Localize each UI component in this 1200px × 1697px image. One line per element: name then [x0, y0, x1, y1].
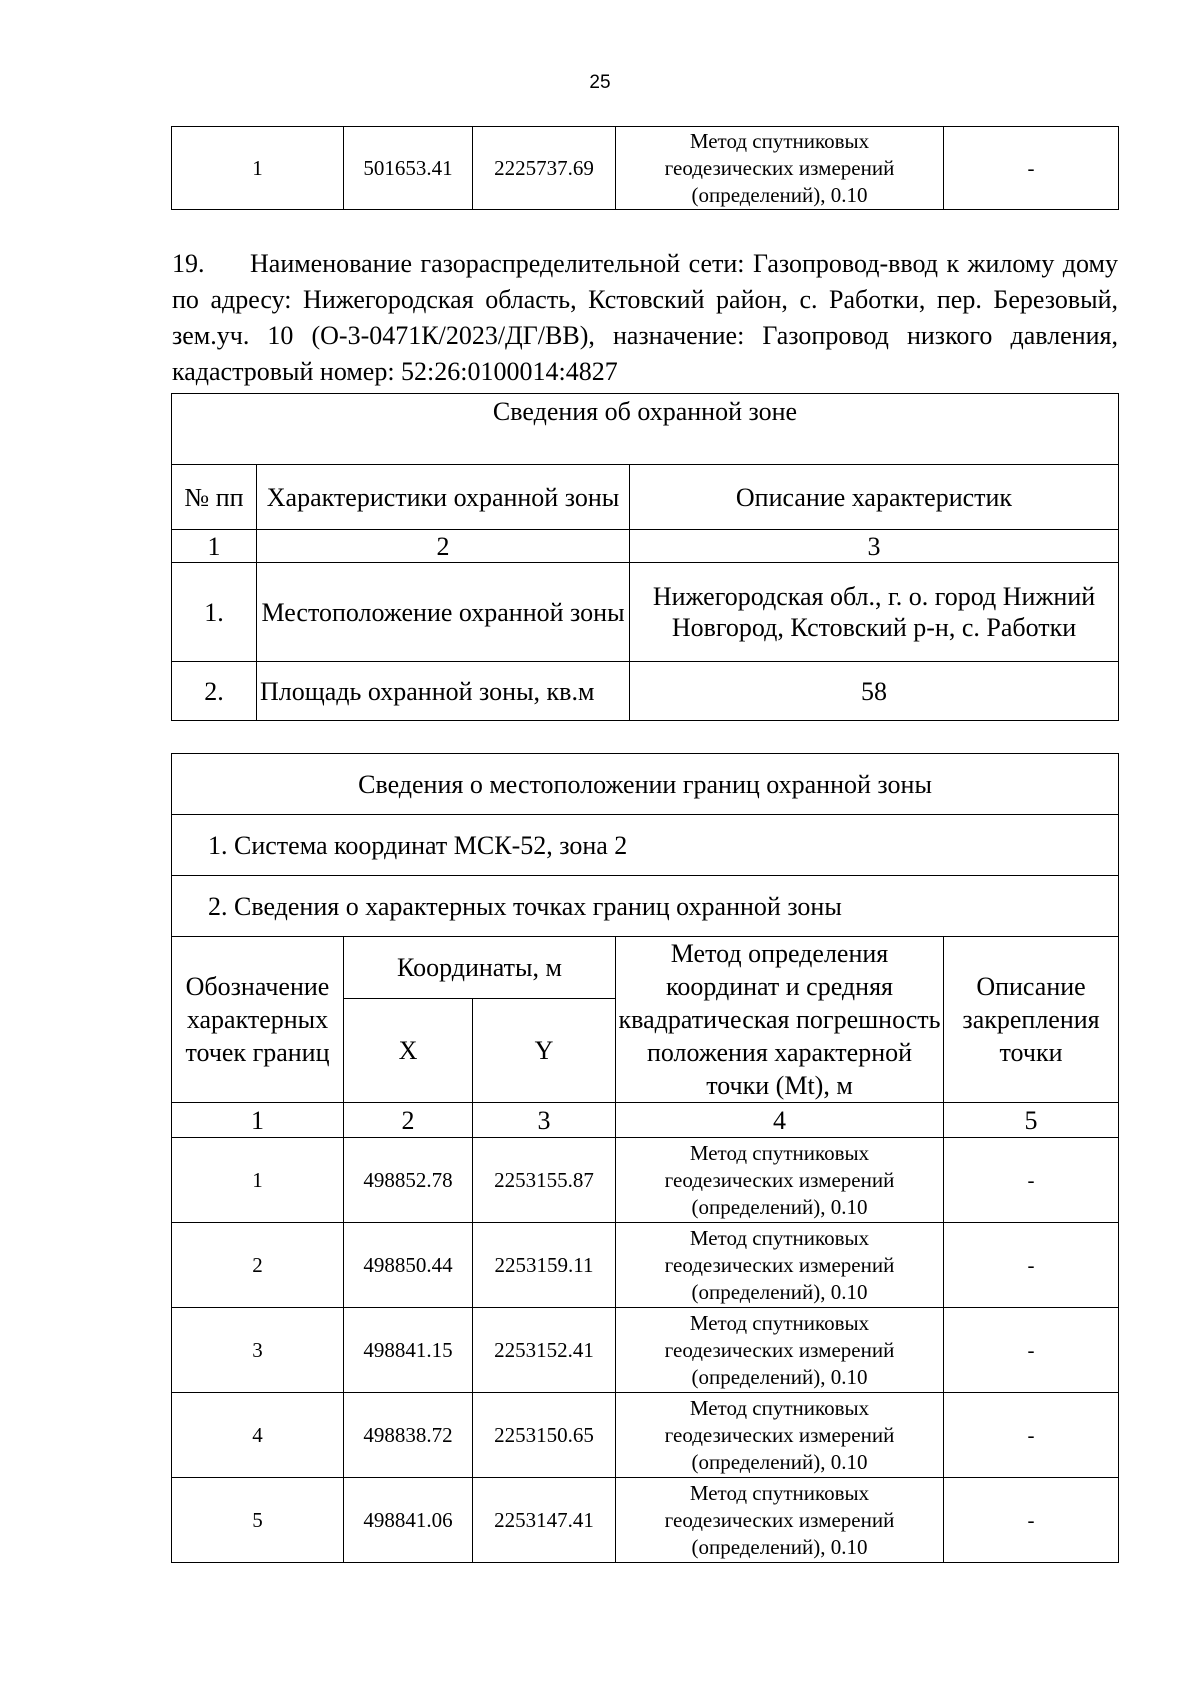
- y-cell: 2253147.41: [473, 1478, 616, 1563]
- table-row: [172, 1308, 1119, 1393]
- point-cell: 1: [172, 127, 344, 210]
- index-cell: 1: [172, 1103, 344, 1138]
- point-cell: 3: [172, 1308, 344, 1393]
- method-line: (определений), 0.10: [691, 1279, 868, 1304]
- method-line: геодезических измерений: [664, 155, 895, 180]
- method-line: (определений), 0.10: [691, 1449, 868, 1474]
- method-line: Метод спутниковых: [689, 1395, 870, 1420]
- method-line: Метод спутниковых: [689, 128, 870, 153]
- table-row: [172, 1393, 1119, 1478]
- point-cell: 4: [172, 1393, 344, 1478]
- table-row: [172, 815, 1119, 876]
- table-row: [172, 394, 1119, 465]
- x-cell: 498841.06: [344, 1478, 473, 1563]
- index-cell: 2: [344, 1103, 473, 1138]
- num-cell: 2.: [172, 662, 257, 721]
- point-cell: 1: [172, 1138, 344, 1223]
- method-line: (определений), 0.10: [691, 1534, 868, 1559]
- section-heading: [172, 246, 1118, 390]
- method-line: геодезических измерений: [664, 1167, 895, 1192]
- method-line: Метод спутниковых: [689, 1310, 870, 1335]
- bounds-table-title: Сведения о местоположении границ охранной зоны: [172, 754, 1119, 815]
- method-cell: [616, 1478, 944, 1563]
- table-row: [172, 662, 1119, 721]
- point-cell: 5: [172, 1478, 344, 1563]
- x-cell: 498852.78: [344, 1138, 473, 1223]
- index-cell: 2: [257, 530, 630, 563]
- fix-cell: -: [944, 1138, 1119, 1223]
- fix-cell: -: [944, 1393, 1119, 1478]
- x-cell: 498838.72: [344, 1393, 473, 1478]
- index-row: [172, 1103, 1119, 1138]
- name-cell: Площадь охранной зоны, кв.м: [257, 662, 630, 721]
- table-row: [172, 563, 1119, 662]
- table-row: [172, 127, 1119, 210]
- x-cell: 501653.41: [344, 127, 473, 210]
- method-line: Метод спутниковых: [689, 1225, 870, 1250]
- page-number: 25: [589, 72, 611, 93]
- y-cell: 2253155.87: [473, 1138, 616, 1223]
- method-cell: [616, 127, 944, 210]
- method-line: геодезических измерений: [664, 1422, 895, 1447]
- coord-system-cell: 1. Система координат МСК-52, зона 2: [172, 815, 1119, 876]
- index-cell: 1: [172, 530, 257, 563]
- method-cell: [616, 1138, 944, 1223]
- method-line: Метод спутниковых: [689, 1140, 870, 1165]
- header-cell: Координаты, м: [344, 937, 616, 999]
- fix-cell: -: [944, 1223, 1119, 1308]
- method-line: геодезических измерений: [664, 1252, 895, 1277]
- index-cell: 5: [944, 1103, 1119, 1138]
- table-row: [172, 1223, 1119, 1308]
- section-number: 19.: [172, 249, 205, 278]
- header-cell: Описание закрепления точки: [944, 937, 1119, 1103]
- y-cell: 2253159.11: [473, 1223, 616, 1308]
- x-cell: 498841.15: [344, 1308, 473, 1393]
- header-cell: № пп: [172, 465, 257, 530]
- header-cell: X: [344, 998, 473, 1102]
- method-cell: [616, 1308, 944, 1393]
- table-row: [172, 1138, 1119, 1223]
- x-cell: 498850.44: [344, 1223, 473, 1308]
- method-cell: [616, 1223, 944, 1308]
- index-row: [172, 530, 1119, 563]
- table-header-row: [172, 937, 1119, 999]
- index-cell: 3: [473, 1103, 616, 1138]
- num-cell: 1.: [172, 563, 257, 662]
- y-cell: 2253152.41: [473, 1308, 616, 1393]
- section-text: Наименование газораспределительной сети: Газопровод-ввод к жилому дому по адресу: Нижегородская область, Кстовский район, с. Работки, пер. Березовый, зем.уч. 10 (О-3-0471К/2023/ДГ/ВВ), назначение: Газопровод низкого давления, кадастровый номер: 52:26:0100014:4827: [172, 249, 1118, 386]
- method-line: Метод спутниковых: [689, 1480, 870, 1505]
- protection-zone-table: [171, 393, 1119, 721]
- coordinates-table-continued: [171, 126, 1119, 210]
- method-line: геодезических измерений: [664, 1337, 895, 1362]
- method-line: (определений), 0.10: [691, 182, 868, 207]
- boundary-points-table: [171, 753, 1119, 1563]
- table-row: [172, 1478, 1119, 1563]
- fix-cell: -: [944, 1308, 1119, 1393]
- value-cell: 58: [630, 662, 1119, 721]
- fix-cell: -: [944, 127, 1119, 210]
- header-cell: Описание характеристик: [630, 465, 1119, 530]
- points-title-cell: 2. Сведения о характерных точках границ охранной зоны: [172, 876, 1119, 937]
- header-cell: Y: [473, 998, 616, 1102]
- y-cell: 2253150.65: [473, 1393, 616, 1478]
- index-cell: 3: [630, 530, 1119, 563]
- header-cell: Обозначение характерных точек границ: [172, 937, 344, 1103]
- fix-cell: -: [944, 1478, 1119, 1563]
- point-cell: 2: [172, 1223, 344, 1308]
- table-header-row: [172, 465, 1119, 530]
- name-cell: Местоположение охранной зоны: [257, 563, 630, 662]
- method-line: (определений), 0.10: [691, 1364, 868, 1389]
- method-cell: [616, 1393, 944, 1478]
- index-cell: 4: [616, 1103, 944, 1138]
- method-line: (определений), 0.10: [691, 1194, 868, 1219]
- header-cell: Характеристики охранной зоны: [257, 465, 630, 530]
- zone-table-title: Сведения об охранной зоне: [172, 394, 1119, 465]
- table-row: [172, 754, 1119, 815]
- header-cell: Метод определения координат и средняя квадратическая погрешность положения характерной точки (Mt), м: [616, 937, 944, 1103]
- y-cell: 2225737.69: [473, 127, 616, 210]
- value-cell: Нижегородская обл., г. о. город Нижний Новгород, Кстовский р-н, с. Работки: [630, 563, 1119, 662]
- method-line: геодезических измерений: [664, 1507, 895, 1532]
- table-row: [172, 876, 1119, 937]
